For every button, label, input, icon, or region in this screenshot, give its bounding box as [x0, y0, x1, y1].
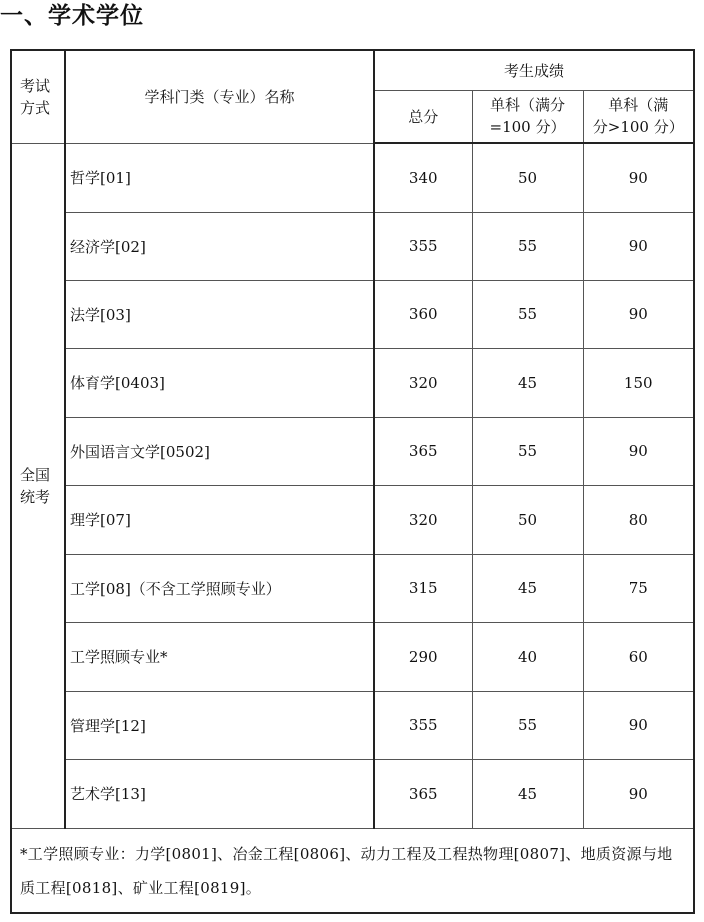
score-table [10, 49, 695, 914]
table-row [11, 554, 694, 622]
header-exam-method-line2: 方式 [20, 98, 51, 117]
note-row [11, 828, 694, 913]
total-cell: 355 [374, 691, 472, 759]
single-over-100-cell: 75 [583, 554, 694, 622]
header-single-100-line1: 单科（满分 [489, 96, 565, 115]
single-over-100-cell: 90 [583, 691, 694, 759]
single-100-cell: 45 [472, 554, 583, 622]
total-cell: 340 [374, 143, 472, 212]
subject-cell: 管理学[12] [65, 691, 374, 759]
single-100-cell: 55 [472, 417, 583, 485]
subject-cell: 外国语言文学[0502] [65, 417, 374, 485]
single-over-100-cell: 150 [583, 348, 694, 417]
single-over-100-cell: 90 [583, 759, 694, 828]
subject-cell: 工学[08]（不含工学照顾专业） [65, 554, 374, 622]
single-over-100-cell: 80 [583, 485, 694, 554]
subject-cell: 体育学[0403] [65, 348, 374, 417]
single-over-100-cell: 60 [583, 622, 694, 691]
table-row [11, 691, 694, 759]
table-row [11, 417, 694, 485]
header-single-over-100-line1: 单科（满 [608, 96, 669, 115]
single-over-100-cell: 90 [583, 280, 694, 348]
header-exam-method [11, 50, 65, 143]
single-100-cell: 50 [472, 485, 583, 554]
subject-cell: 工学照顾专业* [65, 622, 374, 691]
subject-cell: 经济学[02] [65, 212, 374, 280]
exam-method-line1: 全国 [20, 465, 51, 484]
total-cell: 320 [374, 485, 472, 554]
table-row [11, 759, 694, 828]
header-subject: 学科门类（专业）名称 [65, 50, 374, 143]
single-100-cell: 40 [472, 622, 583, 691]
header-row-1 [11, 50, 694, 90]
header-score-group: 考生成绩 [374, 50, 694, 90]
section-title: 一、学术学位 [0, 3, 144, 29]
header-single-over-100-line2: 分>100 分） [592, 118, 684, 137]
table-row [11, 143, 694, 212]
header-single-100-line2: =100 分） [489, 118, 566, 137]
total-cell: 315 [374, 554, 472, 622]
exam-method-cell [11, 143, 65, 828]
header-total: 总分 [374, 90, 472, 143]
subject-cell: 艺术学[13] [65, 759, 374, 828]
table-row [11, 485, 694, 554]
subject-cell: 法学[03] [65, 280, 374, 348]
total-cell: 320 [374, 348, 472, 417]
total-cell: 355 [374, 212, 472, 280]
header-single-over-100 [583, 90, 694, 143]
single-100-cell: 55 [472, 691, 583, 759]
subject-cell: 理学[07] [65, 485, 374, 554]
table-row [11, 348, 694, 417]
single-over-100-cell: 90 [583, 143, 694, 212]
total-cell: 290 [374, 622, 472, 691]
footnote: *工学照顾专业：力学[0801]、冶金工程[0806]、动力工程及工程热物理[0807]、地质资源与地质工程[0818]、矿业工程[0819]。 [11, 828, 694, 913]
header-exam-method-line1: 考试 [20, 76, 51, 95]
single-100-cell: 55 [472, 280, 583, 348]
total-cell: 360 [374, 280, 472, 348]
subject-cell: 哲学[01] [65, 143, 374, 212]
single-100-cell: 55 [472, 212, 583, 280]
single-over-100-cell: 90 [583, 212, 694, 280]
table-row [11, 212, 694, 280]
total-cell: 365 [374, 759, 472, 828]
header-single-100 [472, 90, 583, 143]
table-row [11, 622, 694, 691]
exam-method-line2: 统考 [20, 487, 51, 506]
table-row [11, 280, 694, 348]
single-100-cell: 45 [472, 759, 583, 828]
single-100-cell: 45 [472, 348, 583, 417]
total-cell: 365 [374, 417, 472, 485]
single-100-cell: 50 [472, 143, 583, 212]
single-over-100-cell: 90 [583, 417, 694, 485]
